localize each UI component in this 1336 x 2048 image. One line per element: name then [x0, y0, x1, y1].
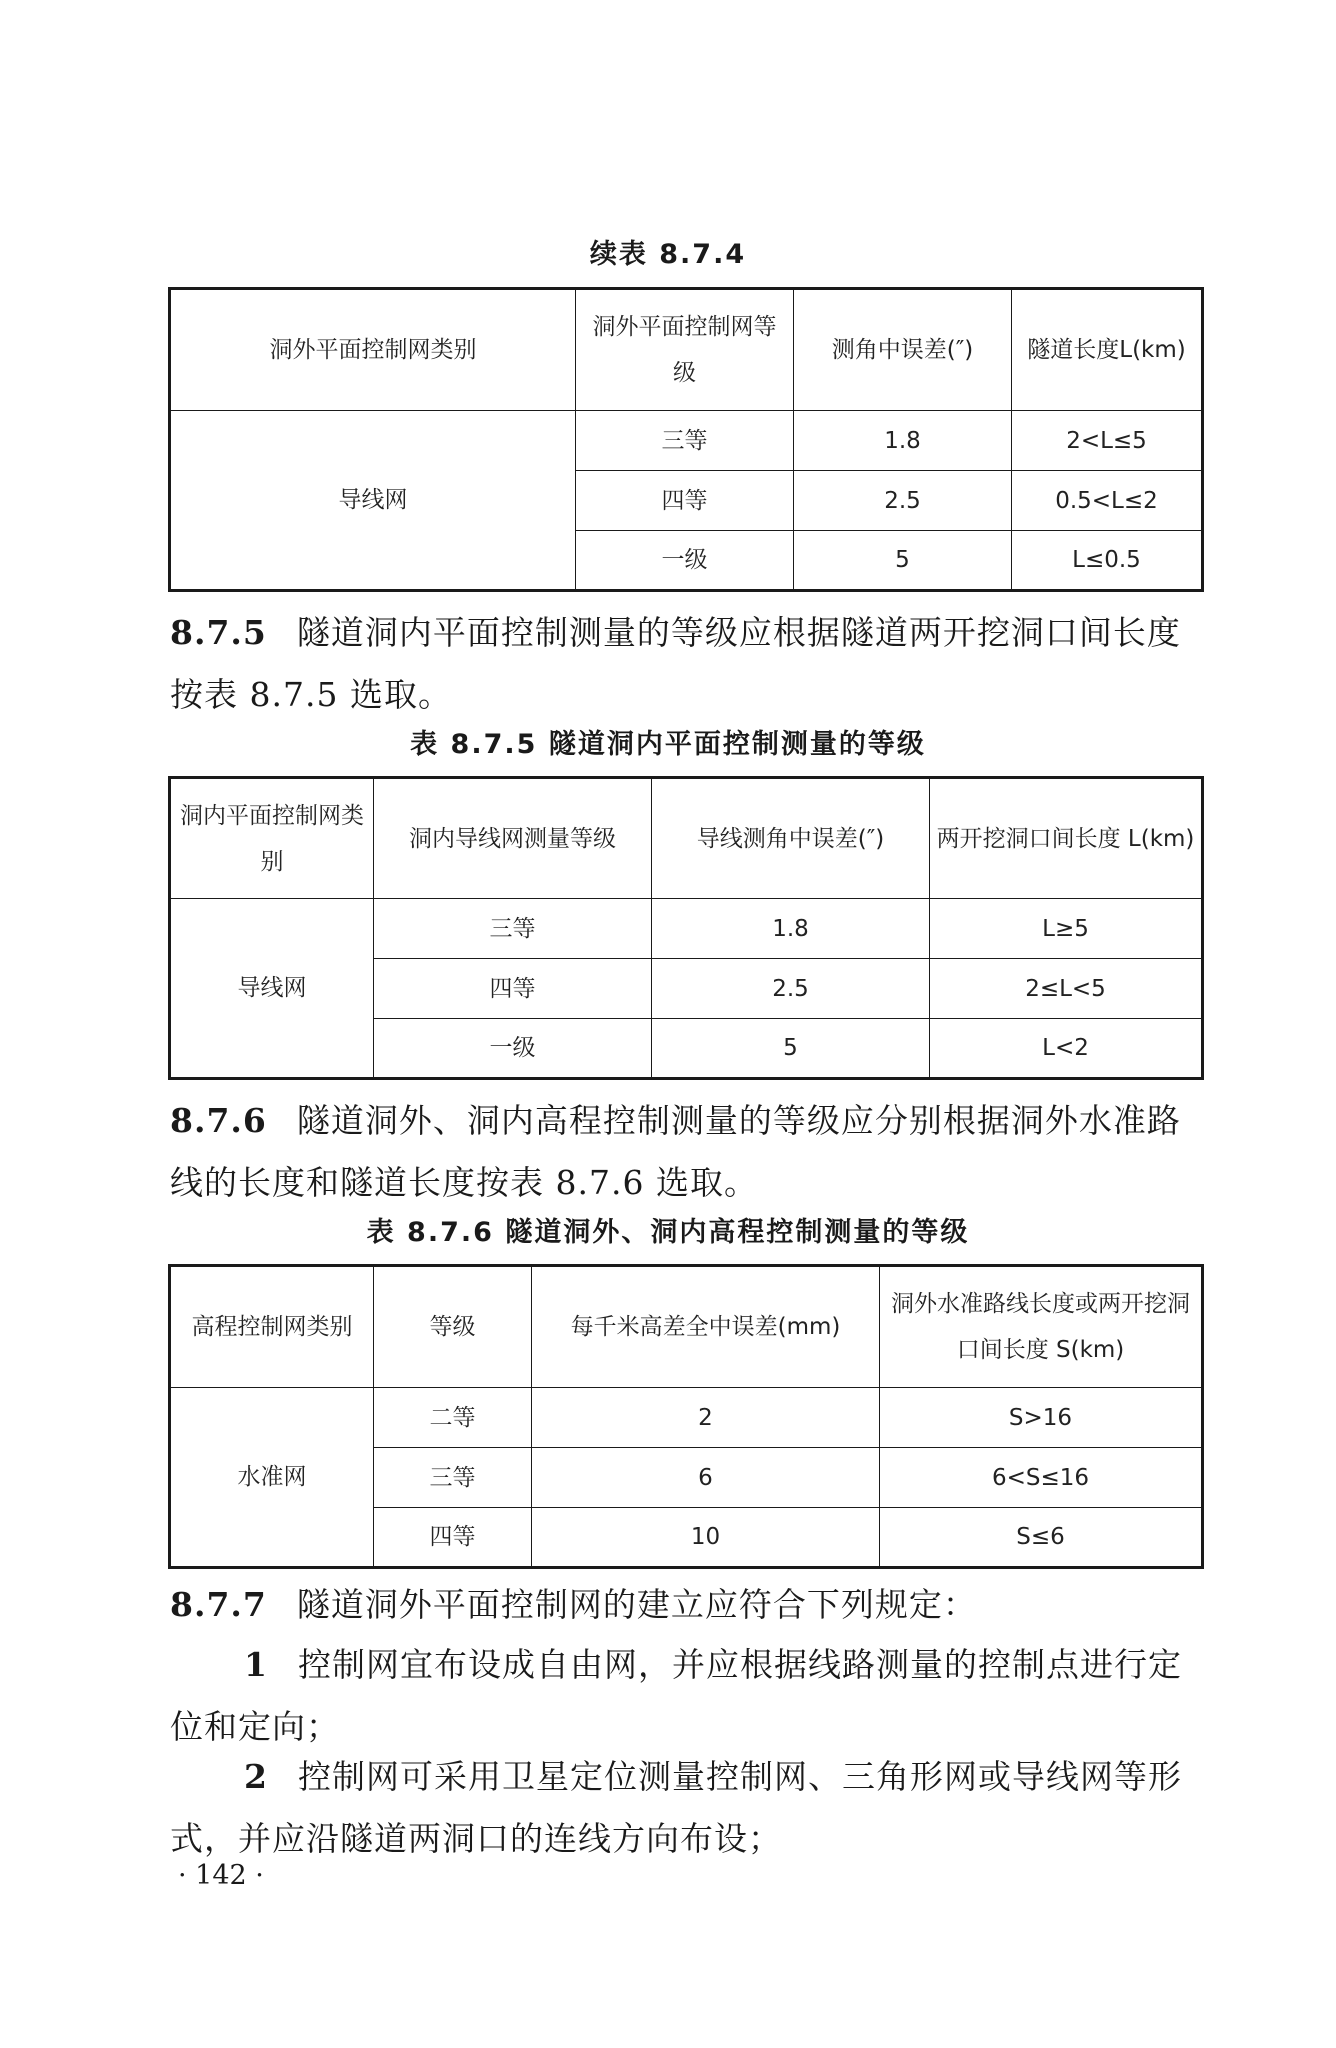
table-cell: 二等: [374, 1388, 532, 1448]
table-header-cell: 洞内导线网测量等级: [374, 778, 652, 899]
table-row: [170, 411, 1203, 471]
table-header-cell: 测角中误差(″): [794, 289, 1012, 411]
table-874: [168, 287, 1204, 592]
table-caption-874: 续表 8.7.4: [589, 239, 747, 270]
table-cell: L≥5: [930, 899, 1203, 959]
table-cell: 四等: [374, 1508, 532, 1568]
clause-text: 隧道洞内平面控制测量的等级应根据隧道两开挖洞口间长度按表 8.7.5 选取。: [170, 613, 1181, 714]
table-875: [168, 776, 1204, 1080]
table-row: [170, 899, 1203, 959]
table-cell: 5: [652, 1019, 930, 1079]
list-item-2: [170, 1746, 1205, 1870]
table-caption-875: 表 8.7.5 隧道洞内平面控制测量的等级: [410, 729, 926, 760]
table-cell: 0.5<L≤2: [1012, 471, 1203, 531]
table-group-cell: 导线网: [170, 899, 374, 1079]
table-cell: S≤6: [880, 1508, 1203, 1568]
table-cell: 四等: [576, 471, 794, 531]
table-cell: L≤0.5: [1012, 531, 1203, 591]
paragraph-875: [170, 602, 1205, 726]
table-cell: 1.8: [794, 411, 1012, 471]
paragraph-877: [170, 1574, 1205, 1636]
table-cell: 10: [532, 1508, 880, 1568]
table-header-cell: 两开挖洞口间长度 L(km): [930, 778, 1203, 899]
table-cell: 2≤L<5: [930, 959, 1203, 1019]
table-header-cell: 隧道长度L(km): [1012, 289, 1203, 411]
table-cell: 四等: [374, 959, 652, 1019]
table-cell: 一级: [576, 531, 794, 591]
table-header-cell: 导线测角中误差(″): [652, 778, 930, 899]
table-row: [170, 1388, 1203, 1448]
table-header-cell: 洞外平面控制网类别: [170, 289, 576, 411]
table-cell: S>16: [880, 1388, 1203, 1448]
table-cell: 2.5: [652, 959, 930, 1019]
table-header-cell: 高程控制网类别: [170, 1266, 374, 1388]
clause-number: 8.7.7: [170, 1585, 267, 1624]
clause-number: 8.7.6: [170, 1101, 267, 1140]
table-876: [168, 1264, 1204, 1569]
list-item-1: [170, 1634, 1205, 1758]
table-cell: 三等: [576, 411, 794, 471]
table-header-cell: 洞内平面控制网类别: [170, 778, 374, 899]
table-cell: 6: [532, 1448, 880, 1508]
table-header-cell: 每千米高差全中误差(mm): [532, 1266, 880, 1388]
table-cell: 2: [532, 1388, 880, 1448]
clause-text: 隧道洞外平面控制网的建立应符合下列规定：: [296, 1585, 977, 1624]
table-caption-876: 表 8.7.6 隧道洞外、洞内高程控制测量的等级: [366, 1217, 970, 1248]
item-number: 2: [244, 1757, 268, 1796]
table-cell: 三等: [374, 1448, 532, 1508]
table-header-cell: 等级: [374, 1266, 532, 1388]
table-cell: 2<L≤5: [1012, 411, 1203, 471]
table-cell: 6<S≤16: [880, 1448, 1203, 1508]
item-number: 1: [244, 1645, 268, 1684]
table-cell: 5: [794, 531, 1012, 591]
item-text: 控制网宜布设成自由网，并应根据线路测量的控制点进行定位和定向；: [170, 1645, 1182, 1746]
table-group-cell: 导线网: [170, 411, 576, 591]
table-header-cell: 洞外平面控制网等级: [576, 289, 794, 411]
table-cell: L<2: [930, 1019, 1203, 1079]
table-cell: 1.8: [652, 899, 930, 959]
paragraph-876: [170, 1090, 1205, 1214]
clause-number: 8.7.5: [170, 613, 267, 652]
item-text: 控制网可采用卫星定位测量控制网、三角形网或导线网等形式，并应沿隧道两洞口的连线方向布设；: [170, 1757, 1182, 1858]
table-header-cell: 洞外水准路线长度或两开挖洞口间长度 S(km): [880, 1266, 1203, 1388]
table-cell: 三等: [374, 899, 652, 959]
table-cell: 2.5: [794, 471, 1012, 531]
clause-text: 隧道洞外、洞内高程控制测量的等级应分别根据洞外水准路线的长度和隧道长度按表 8.7.6 选取。: [170, 1101, 1181, 1202]
table-cell: 一级: [374, 1019, 652, 1079]
page-number: · 142 ·: [178, 1860, 264, 1891]
table-group-cell: 水准网: [170, 1388, 374, 1568]
